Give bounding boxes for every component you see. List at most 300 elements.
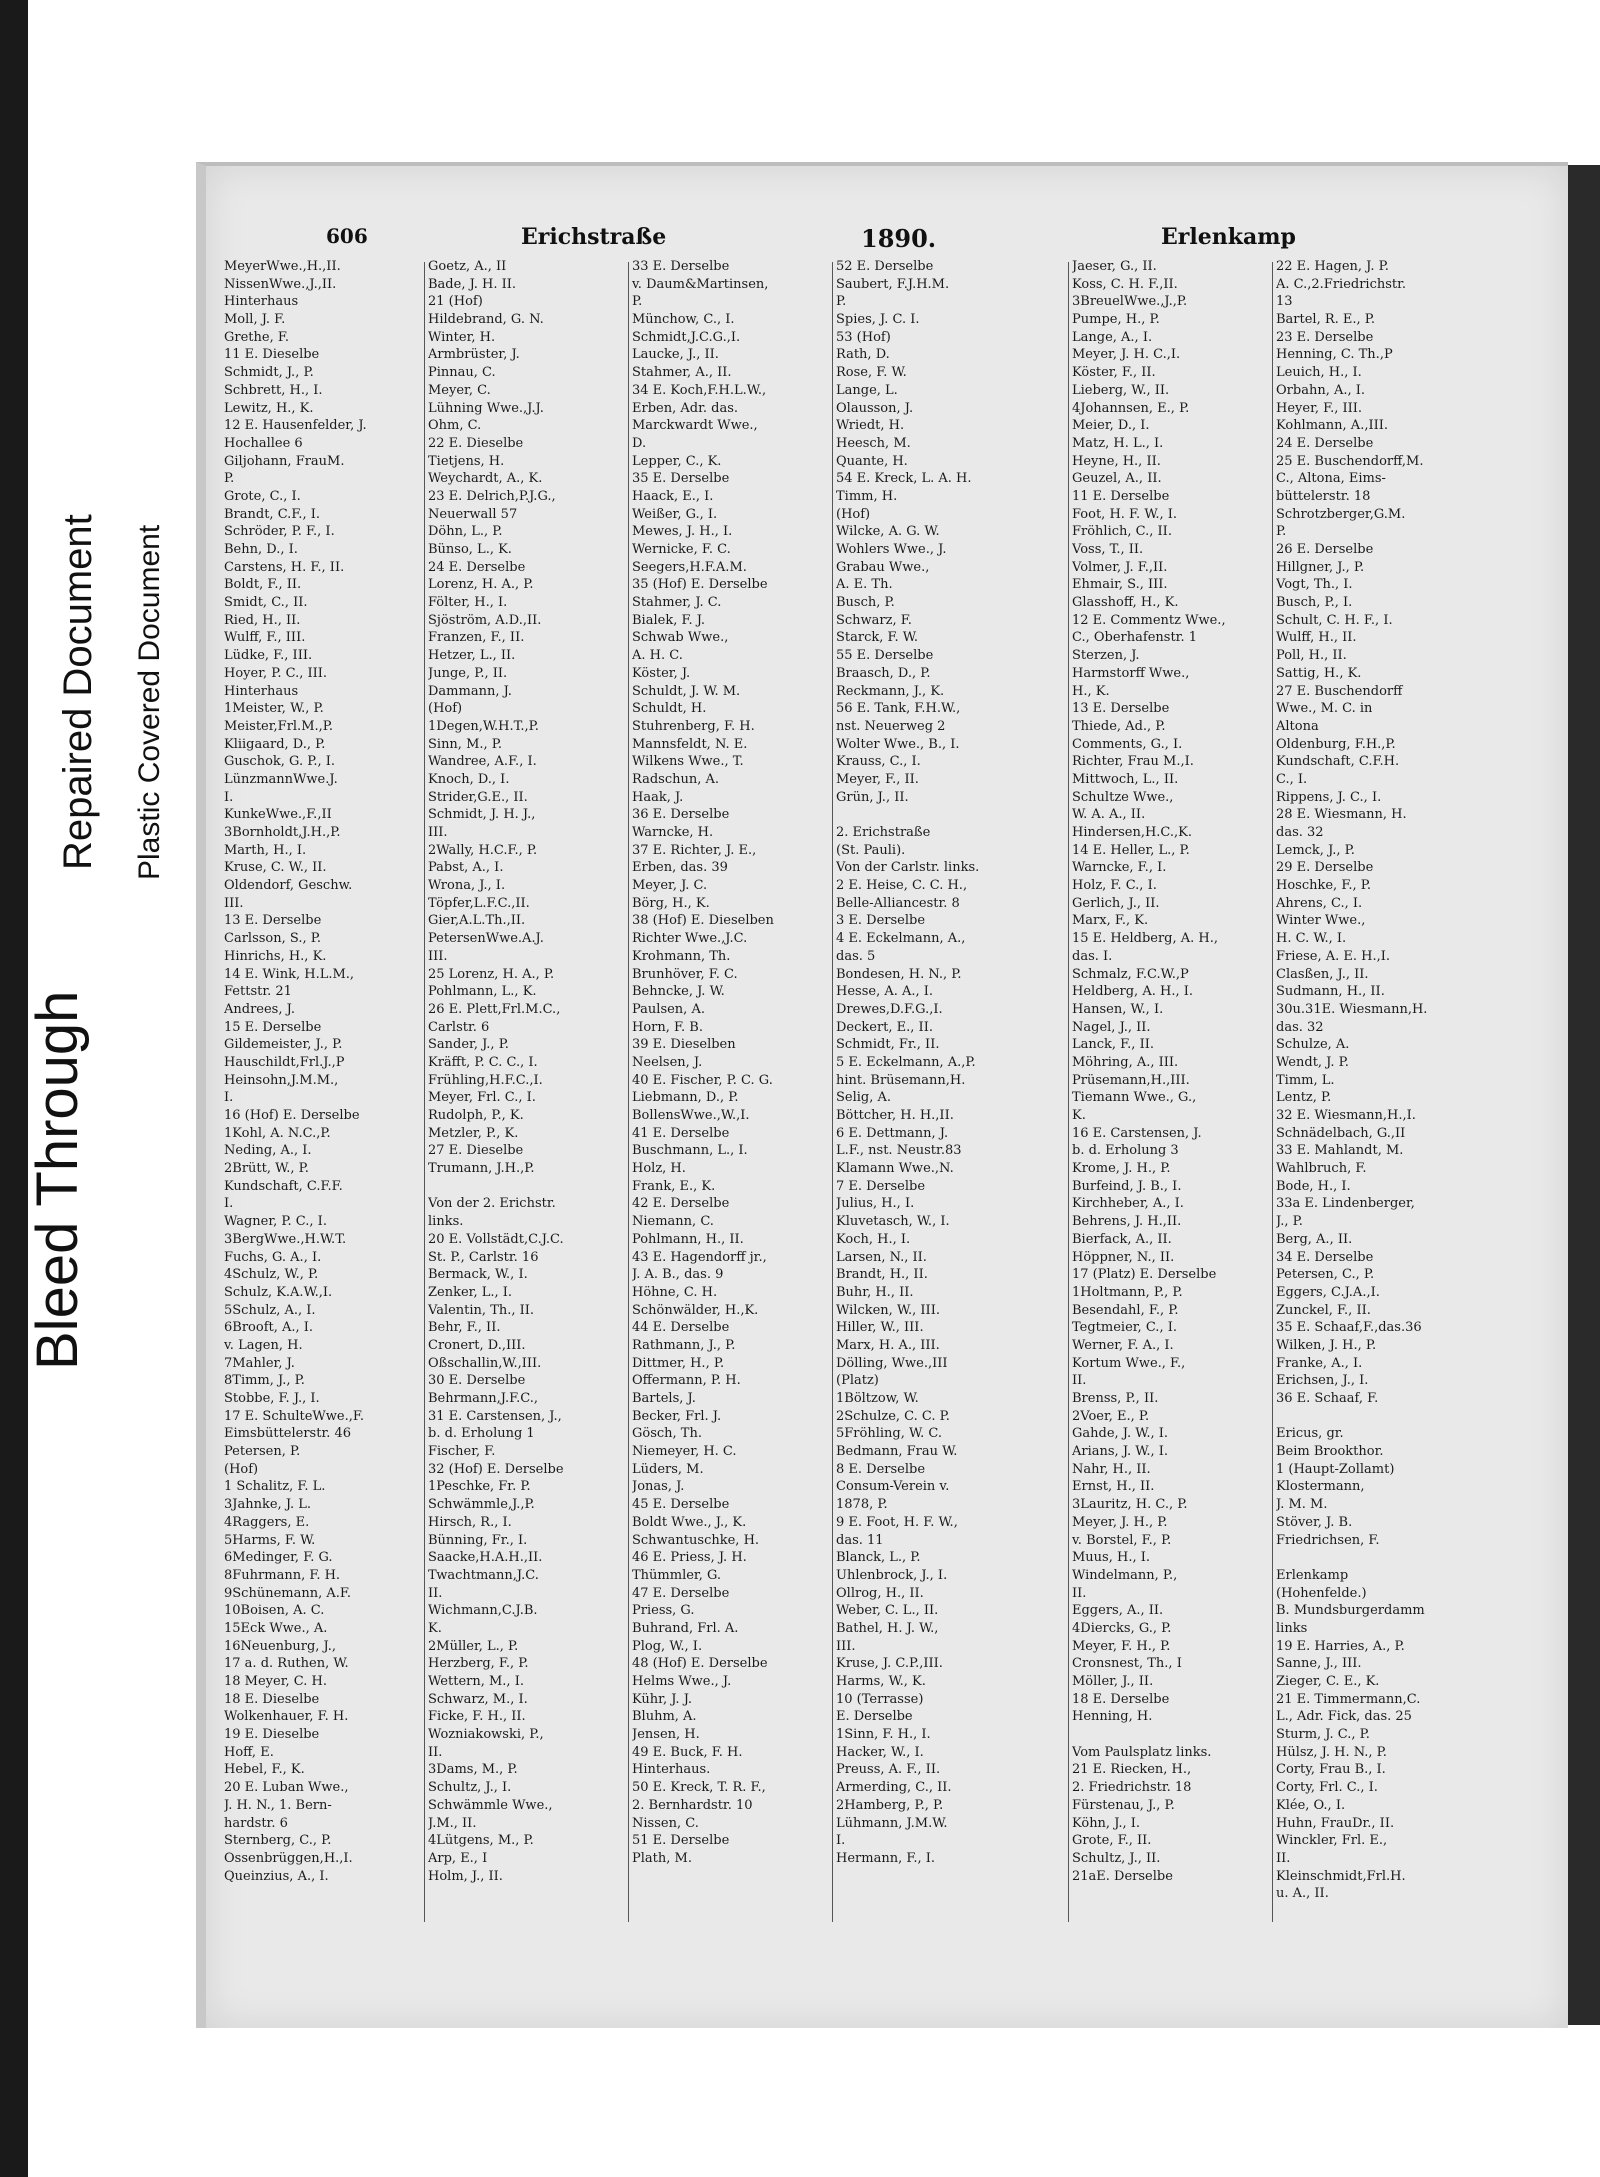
directory-entry: III. bbox=[836, 1638, 856, 1654]
directory-entry: LünzmannWwe.J. bbox=[224, 771, 338, 787]
directory-entry: Hindersen,H.C.,K. bbox=[1072, 825, 1193, 840]
directory-entry: III. bbox=[224, 895, 244, 911]
directory-entry: Geuzel, A., II. bbox=[1072, 471, 1162, 487]
directory-entry: L.F., nst. Neustr.83 bbox=[836, 1143, 962, 1159]
directory-entry: 4Lütgens, M., P. bbox=[428, 1833, 534, 1849]
directory-entry: Gier,A.L.Th.,II. bbox=[428, 913, 526, 929]
directory-entry: 9 E. Foot, H. F. W., bbox=[836, 1514, 958, 1530]
directory-entry: I. bbox=[224, 1090, 234, 1106]
directory-entry: Kluvetasch, W., I. bbox=[836, 1214, 950, 1230]
directory-entry: Erben, Adr. das. bbox=[632, 400, 738, 416]
directory-entry: 35 E. Derselbe bbox=[632, 471, 730, 487]
directory-entry: 2. Erichstraße bbox=[836, 825, 931, 840]
directory-entry: A. E. Th. bbox=[836, 577, 893, 593]
directory-entry: Erlenkamp bbox=[1276, 1567, 1349, 1583]
directory-entry: Bierfack, A., II. bbox=[1072, 1231, 1172, 1247]
directory-entry: Tiemann Wwe., G., bbox=[1072, 1090, 1197, 1106]
directory-entry: Schultz, J., I. bbox=[428, 1780, 512, 1796]
directory-column-5 bbox=[1072, 258, 1267, 1938]
directory-entry: Offermann, P. H. bbox=[632, 1373, 741, 1389]
directory-entry: Kleinschmidt,Frl.H. bbox=[1276, 1868, 1406, 1884]
directory-entry: Laucke, J., II. bbox=[632, 347, 719, 363]
directory-entry: Lemck, J., P. bbox=[1276, 842, 1355, 858]
directory-entry: Prüsemann,H.,III. bbox=[1072, 1072, 1190, 1088]
directory-entry: 5 E. Eckelmann, A.,P. bbox=[836, 1054, 976, 1070]
directory-entry: 2 E. Heise, C. C. H., bbox=[836, 878, 968, 894]
column-divider bbox=[1272, 262, 1273, 1922]
directory-entry: D. bbox=[632, 435, 647, 451]
directory-entry: 35 (Hof) E. Derselbe bbox=[632, 577, 768, 593]
directory-entry: 24 E. Derselbe bbox=[1276, 435, 1374, 451]
directory-entry: Berg, A., II. bbox=[1276, 1231, 1353, 1247]
directory-entry: Hirsch, R., I. bbox=[428, 1514, 512, 1530]
directory-entry: v. Daum&Martinsen, bbox=[632, 276, 769, 292]
directory-entry: Volmer, J. F.,II. bbox=[1072, 559, 1168, 575]
directory-entry: Behrens, J. H.,II. bbox=[1072, 1214, 1182, 1230]
directory-entry: 18 E. Derselbe bbox=[1072, 1691, 1170, 1707]
directory-entry: hint. Brüsemann,H. bbox=[836, 1072, 966, 1088]
directory-entry: 13 E. Derselbe bbox=[224, 913, 322, 929]
directory-entry: Brandt, H., II. bbox=[836, 1267, 928, 1283]
directory-entry: 54 E. Kreck, L. A. H. bbox=[836, 471, 972, 487]
directory-entry: Besendahl, F., P. bbox=[1072, 1302, 1179, 1318]
directory-entry: Schmidt,J.C.G.,I. bbox=[632, 329, 741, 345]
directory-entry: 1 (Haupt-Zollamt) bbox=[1276, 1461, 1395, 1477]
directory-entry: Buschmann, L., I. bbox=[632, 1143, 748, 1159]
directory-entry: 33 E. Mahlandt, M. bbox=[1276, 1143, 1404, 1159]
directory-entry: Ried, H., II. bbox=[224, 612, 301, 628]
directory-entry: Wilcken, W., III. bbox=[836, 1302, 940, 1318]
directory-entry: Friese, A. E. H.,I. bbox=[1276, 948, 1390, 964]
directory-entry: Twachtmann,J.C. bbox=[428, 1567, 539, 1583]
directory-entry: C., Oberhafenstr. 1 bbox=[1072, 630, 1197, 646]
directory-entry: Weychardt, A., K. bbox=[428, 471, 543, 487]
directory-entry: Ehmair, S., III. bbox=[1072, 577, 1168, 593]
directory-entry: Koss, C. H. F.,II. bbox=[1072, 276, 1178, 292]
directory-entry: 23 E. Derselbe bbox=[1276, 329, 1374, 345]
directory-entry: Matz, H. L., I. bbox=[1072, 435, 1164, 451]
directory-entry: 21aE. Derselbe bbox=[1072, 1868, 1173, 1884]
directory-entry: Dittmer, H., P. bbox=[632, 1355, 725, 1371]
directory-entry: Von der Carlstr. links. bbox=[836, 860, 980, 876]
directory-entry: 3Bornholdt,J.H.,P. bbox=[224, 825, 341, 840]
directory-entry: 4Diercks, G., P. bbox=[1072, 1620, 1172, 1636]
directory-entry: Ollrog, H., II. bbox=[836, 1585, 924, 1601]
directory-entry: Metzler, P., K. bbox=[428, 1125, 519, 1141]
directory-entry: K. bbox=[428, 1620, 442, 1636]
directory-entry: Kortum Wwe., F., bbox=[1072, 1355, 1186, 1371]
directory-entry: Selig, A. bbox=[836, 1090, 892, 1106]
directory-entry: Sudmann, H., II. bbox=[1276, 984, 1385, 1000]
directory-entry: Winter, H. bbox=[428, 329, 496, 345]
directory-entry: Koch, H., I. bbox=[836, 1231, 911, 1247]
directory-entry: Lüdke, F., III. bbox=[224, 648, 313, 664]
directory-entry: 8Timm, J., P. bbox=[224, 1373, 305, 1389]
directory-entry: das. 5 bbox=[836, 948, 876, 964]
directory-entry: Hiller, W., III. bbox=[836, 1320, 924, 1336]
directory-entry: Meyer, J. H., P. bbox=[1072, 1514, 1168, 1530]
directory-entry: Heyer, F., III. bbox=[1276, 400, 1363, 416]
directory-entry: J.M., II. bbox=[428, 1815, 477, 1831]
directory-entry: 17 E. SchulteWwe.,F. bbox=[224, 1408, 365, 1424]
directory-entry: 6Brooft, A., I. bbox=[224, 1320, 314, 1336]
directory-entry: Schultze Wwe., bbox=[1072, 789, 1174, 805]
directory-entry: III. bbox=[428, 948, 448, 964]
directory-entry: Heyne, H., II. bbox=[1072, 453, 1161, 469]
directory-entry: 4Johannsen, E., P. bbox=[1072, 400, 1190, 416]
directory-entry: A. H. C. bbox=[632, 648, 683, 664]
directory-entry: Wernicke, F. C. bbox=[632, 542, 731, 557]
directory-entry: 2Schulze, C. C. P. bbox=[836, 1408, 950, 1424]
directory-entry: Wulff, F., III. bbox=[224, 630, 306, 646]
directory-entry: Schwab Wwe., bbox=[632, 630, 729, 646]
directory-entry: Pohlmann, L., K. bbox=[428, 984, 537, 1000]
label-bleed-through: Bleed Through bbox=[25, 990, 90, 1370]
directory-entry: Neelsen, J. bbox=[632, 1054, 703, 1070]
directory-entry: I. bbox=[224, 789, 234, 805]
directory-entry: Franzen, F., II. bbox=[428, 630, 525, 646]
directory-entry: Lange, L. bbox=[836, 382, 898, 398]
directory-entry: Behn, D., I. bbox=[224, 542, 298, 557]
directory-entry: Behncke, J. W. bbox=[632, 984, 725, 1000]
directory-entry: (Hohenfelde.) bbox=[1276, 1585, 1367, 1601]
directory-entry: Grote, C., I. bbox=[224, 488, 301, 504]
directory-entry: 5Fröhling, W. C. bbox=[836, 1426, 942, 1442]
directory-entry: das. 32 bbox=[1276, 1019, 1324, 1035]
directory-entry: Bünning, Fr., I. bbox=[428, 1532, 528, 1548]
directory-entry: J. H. N., 1. Bern- bbox=[224, 1797, 332, 1813]
directory-entry: Rath, D. bbox=[836, 347, 890, 363]
directory-entry: Richter, Frau M.,I. bbox=[1072, 754, 1194, 770]
directory-entry: v. Borstel, F., P. bbox=[1072, 1532, 1172, 1548]
directory-entry: 15 E. Heldberg, A. H., bbox=[1072, 931, 1219, 947]
directory-entry: Hermann, F., I. bbox=[836, 1850, 935, 1866]
directory-entry: Heesch, M. bbox=[836, 435, 911, 451]
directory-entry: 4 E. Eckelmann, A., bbox=[836, 931, 966, 947]
directory-entry: Wozniakowski, P., bbox=[428, 1727, 544, 1743]
directory-entry: Gösch, Th. bbox=[632, 1426, 702, 1442]
directory-entry: Bondesen, H. N., P. bbox=[836, 966, 962, 982]
directory-entry: Bade, J. H. II. bbox=[428, 276, 517, 292]
directory-entry: II. bbox=[1072, 1373, 1087, 1389]
directory-entry: Meyer, C. bbox=[428, 382, 491, 398]
directory-entry: Guschok, G. P., I. bbox=[224, 754, 336, 770]
directory-entry: 24 E. Derselbe bbox=[428, 559, 526, 575]
directory-entry: Hoschke, F., P. bbox=[1276, 878, 1371, 894]
label-plastic-covered-document: Plastic Covered Document bbox=[133, 524, 166, 880]
directory-entry: Timm, L. bbox=[1276, 1072, 1335, 1088]
directory-entry: Marth, H., I. bbox=[224, 842, 307, 858]
directory-entry: Ossenbrüggen,H.,I. bbox=[224, 1850, 353, 1866]
directory-entry: 49 E. Buck, F. H. bbox=[632, 1744, 743, 1760]
directory-entry: 11 E. Derselbe bbox=[1072, 488, 1170, 504]
directory-entry: Belle-Alliancestr. 8 bbox=[836, 895, 960, 911]
directory-entry: Vogt, Th., I. bbox=[1276, 577, 1353, 593]
directory-entry: Burfeind, J. B., I. bbox=[1072, 1178, 1182, 1194]
directory-entry: Dölling, Wwe.,III bbox=[836, 1355, 948, 1371]
directory-entry: Leuich, H., I. bbox=[1276, 365, 1362, 381]
directory-entry: Wohlers Wwe., J. bbox=[836, 542, 947, 557]
directory-entry: Lewitz, H., K. bbox=[224, 400, 314, 416]
directory-entry: 1Degen,W.H.T.,P. bbox=[428, 718, 539, 734]
directory-entry: Nagel, J., II. bbox=[1072, 1019, 1151, 1035]
directory-entry: Krome, J. H., P. bbox=[1072, 1161, 1171, 1177]
directory-entry: Klostermann, bbox=[1276, 1479, 1365, 1495]
directory-entry: 15Eck Wwe., A. bbox=[224, 1620, 328, 1636]
directory-entry: 8 E. Derselbe bbox=[836, 1461, 926, 1477]
directory-entry: 14 E. Wink, H.L.M., bbox=[224, 966, 355, 982]
directory-entry: 21 E. Timmermann,C. bbox=[1276, 1691, 1421, 1707]
directory-entry: 21 (Hof) bbox=[428, 294, 483, 310]
directory-entry: Rudolph, P., K. bbox=[428, 1108, 524, 1123]
directory-entry: 13 E. Derselbe bbox=[1072, 701, 1170, 717]
directory-entry: Comments, G., I. bbox=[1072, 736, 1183, 752]
directory-entry: Wahlbruch, F. bbox=[1276, 1161, 1367, 1177]
directory-entry: Neuerwall 57 bbox=[428, 506, 518, 522]
directory-entry: PetersenWwe.A.J. bbox=[428, 931, 544, 947]
directory-entry: Lorenz, H. A., P. bbox=[428, 577, 534, 593]
directory-entry: Schwantuschke, H. bbox=[632, 1532, 760, 1548]
directory-entry: Lieberg, W., II. bbox=[1072, 382, 1170, 398]
directory-entry: 26 E. Derselbe bbox=[1276, 542, 1374, 557]
directory-entry: Hebel, F., K. bbox=[224, 1762, 305, 1778]
directory-entry: Petersen, C., P. bbox=[1276, 1267, 1375, 1283]
directory-entry: Gerlich, J., II. bbox=[1072, 895, 1160, 911]
directory-entry: Ohm, C. bbox=[428, 418, 482, 434]
directory-entry: II. bbox=[1072, 1585, 1087, 1601]
directory-column-6 bbox=[1276, 258, 1471, 1938]
directory-entry: Henning, C. Th.,P bbox=[1276, 347, 1393, 363]
directory-entry: Weber, C. L., II. bbox=[836, 1603, 939, 1619]
directory-entry: Muus, H., I. bbox=[1072, 1550, 1150, 1566]
directory-entry: 2Brütt, W., P. bbox=[224, 1161, 309, 1177]
directory-entry: 32 (Hof) E. Derselbe bbox=[428, 1461, 564, 1477]
directory-entry: 17 a. d. Ruthen, W. bbox=[224, 1656, 349, 1672]
directory-entry: Höhne, C. H. bbox=[632, 1284, 718, 1300]
directory-entry: Hauschildt,Frl.J.,P bbox=[224, 1054, 345, 1070]
directory-entry: Rippens, J. C., I. bbox=[1276, 789, 1382, 805]
directory-entry: 3BergWwe.,H.W.T. bbox=[224, 1231, 347, 1247]
directory-entry: Schrotzberger,G.M. bbox=[1276, 506, 1406, 522]
directory-entry: Frühling,H.F.C.,I. bbox=[428, 1072, 543, 1088]
directory-entry: Kruse, J. C.P.,III. bbox=[836, 1656, 943, 1672]
directory-entry: Mewes, J. H., I. bbox=[632, 524, 733, 540]
directory-entry: Schröder, P. F., I. bbox=[224, 524, 335, 540]
directory-entry: 52 E. Derselbe bbox=[836, 259, 934, 274]
directory-entry: Arians, J. W., I. bbox=[1072, 1444, 1169, 1460]
directory-entry: 55 E. Derselbe bbox=[836, 648, 934, 664]
directory-entry: Vom Paulsplatz links. bbox=[1072, 1744, 1212, 1760]
directory-entry: Sinn, M., P. bbox=[428, 736, 503, 752]
directory-entry: Erben, das. 39 bbox=[632, 860, 728, 876]
directory-entry: Klée, O., I. bbox=[1276, 1797, 1346, 1813]
directory-entry: Wichmann,C.J.B. bbox=[428, 1603, 538, 1619]
directory-entry: III. bbox=[428, 825, 448, 840]
directory-entry: 34 E. Derselbe bbox=[1276, 1249, 1374, 1265]
directory-entry: Oldendorf, Geschw. bbox=[224, 878, 353, 894]
directory-entry: Bartel, R. E., P. bbox=[1276, 312, 1376, 328]
directory-entry: Consum-Verein v. bbox=[836, 1479, 950, 1495]
directory-entry: Haack, E., I. bbox=[632, 488, 714, 504]
directory-entry: Von der 2. Erichstr. bbox=[428, 1196, 556, 1212]
directory-entry: Warncke, F., I. bbox=[1072, 860, 1167, 876]
directory-entry: Blanck, L., P. bbox=[836, 1550, 921, 1566]
directory-entry: Wilkens Wwe., T. bbox=[632, 754, 744, 770]
directory-entry: Glasshoff, H., K. bbox=[1072, 595, 1179, 611]
directory-entry: Meier, D., I. bbox=[1072, 418, 1150, 434]
directory-entry: Eggers, A., II. bbox=[1072, 1603, 1164, 1619]
directory-entry: Wilcke, A. G. W. bbox=[836, 524, 940, 540]
directory-entry: Meyer, J. C. bbox=[632, 878, 708, 894]
directory-entry: 1Holtmann, P., P. bbox=[1072, 1284, 1183, 1300]
directory-entry: Rathmann, J., P. bbox=[632, 1337, 736, 1353]
directory-entry: Gahde, J. W., I. bbox=[1072, 1426, 1169, 1442]
directory-entry: Thümmler, G. bbox=[632, 1567, 722, 1583]
directory-entry: Wolkenhauer, F. H. bbox=[224, 1709, 349, 1725]
directory-entry: Schultz, J., II. bbox=[1072, 1850, 1161, 1866]
directory-entry: Meyer, F., II. bbox=[836, 771, 919, 787]
directory-entry: Paulsen, A. bbox=[632, 1001, 705, 1017]
directory-entry: 1Meister, W., P. bbox=[224, 701, 324, 717]
directory-entry: 20 E. Vollstädt,C.J.C. bbox=[428, 1231, 564, 1247]
directory-entry: Ahrens, C., I. bbox=[1276, 895, 1363, 911]
directory-entry: 7 E. Derselbe bbox=[836, 1178, 926, 1194]
directory-entry: Fuchs, G. A., I. bbox=[224, 1249, 322, 1265]
directory-entry: Hillgner, J., P. bbox=[1276, 559, 1365, 575]
directory-entry: Horn, F. B. bbox=[632, 1019, 703, 1035]
directory-entry: das. I. bbox=[1072, 948, 1113, 964]
directory-entry: Schmidt, Fr., II. bbox=[836, 1037, 940, 1053]
directory-entry: P. bbox=[632, 294, 643, 310]
directory-entry: Hesse, A. A., I. bbox=[836, 984, 934, 1000]
directory-entry: 2Hamberg, P., P. bbox=[836, 1797, 944, 1813]
directory-entry: Timm, H. bbox=[836, 488, 898, 504]
directory-entry: Moll, J. F. bbox=[224, 312, 286, 328]
directory-entry: 3BreuelWwe.,J.,P. bbox=[1072, 294, 1188, 310]
directory-entry: 50 E. Kreck, T. R. F., bbox=[632, 1780, 766, 1796]
directory-entry: Kundschaft, C.F.H. bbox=[1276, 754, 1400, 770]
directory-entry: Becker, Frl. J. bbox=[632, 1408, 722, 1424]
directory-entry: Cronsnest, Th., I bbox=[1072, 1656, 1182, 1672]
directory-entry: Wolter Wwe., B., I. bbox=[836, 736, 960, 752]
directory-entry: Wilken, J. H., P. bbox=[1276, 1337, 1377, 1353]
directory-entry: Busch, P., I. bbox=[1276, 595, 1353, 611]
directory-entry: Smidt, C., II. bbox=[224, 595, 308, 611]
directory-entry: (Hof) bbox=[224, 1461, 259, 1477]
directory-entry: Schulze, A. bbox=[1276, 1037, 1350, 1053]
directory-entry: Corty, Frl. C., I. bbox=[1276, 1780, 1378, 1796]
directory-entry: Schbrett, H., I. bbox=[224, 382, 323, 398]
directory-entry: Schmidt, J. H. J., bbox=[428, 807, 536, 823]
directory-entry: St. P., Carlstr. 16 bbox=[428, 1249, 539, 1265]
directory-entry: Hoyer, P. C., III. bbox=[224, 665, 328, 681]
directory-entry: Huhn, FrauDr., II. bbox=[1276, 1815, 1395, 1831]
directory-entry: Hansen, W., I. bbox=[1072, 1001, 1164, 1017]
directory-entry: Köster, F., II. bbox=[1072, 365, 1156, 381]
directory-entry: Krohmann, Th. bbox=[632, 948, 731, 964]
directory-entry: Lühning Wwe.,J.J. bbox=[428, 400, 544, 416]
directory-entry: 37 E. Richter, J. E., bbox=[632, 842, 757, 858]
directory-entry: E. Derselbe bbox=[836, 1709, 913, 1725]
directory-entry: Carlstr. 6 bbox=[428, 1019, 490, 1035]
directory-entry: 21 E. Riecken, H., bbox=[1072, 1762, 1192, 1778]
directory-entry: Uhlenbrock, J., I. bbox=[836, 1567, 948, 1583]
directory-entry: hardstr. 6 bbox=[224, 1815, 288, 1831]
directory-entry: Plog, W., I. bbox=[632, 1638, 703, 1654]
directory-entry: P. bbox=[224, 471, 235, 487]
directory-entry: Lange, A., I. bbox=[1072, 329, 1153, 345]
directory-entry: J. M. M. bbox=[1276, 1497, 1328, 1513]
directory-entry: Krauss, C., I. bbox=[836, 754, 921, 770]
directory-entry: KunkeWwe.,F.,II bbox=[224, 807, 332, 823]
directory-entry: Schnädelbach, G.,II bbox=[1276, 1125, 1406, 1141]
directory-entry: Brenss, P., II. bbox=[1072, 1391, 1159, 1406]
directory-entry: Herzberg, F., P. bbox=[428, 1656, 529, 1672]
directory-entry: Seegers,H.F.A.M. bbox=[632, 559, 747, 575]
directory-entry: Köhn, J., I. bbox=[1072, 1815, 1141, 1831]
directory-entry: Brandt, C.F., I. bbox=[224, 506, 320, 522]
directory-entry: Wrona, J., I. bbox=[428, 878, 506, 894]
directory-entry: Tietjens, H. bbox=[428, 453, 505, 469]
directory-entry: 38 (Hof) E. Dieselben bbox=[632, 913, 774, 929]
directory-entry: C., I. bbox=[1276, 771, 1308, 787]
directory-entry: Stobbe, F. J., I. bbox=[224, 1391, 320, 1406]
directory-entry: Stöver, J. B. bbox=[1276, 1514, 1353, 1530]
directory-entry: Kühr, J. J. bbox=[632, 1691, 693, 1707]
directory-entry: Pinnau, C. bbox=[428, 365, 496, 381]
directory-entry: Sjöström, A.D.,II. bbox=[428, 612, 542, 628]
directory-entry: Münchow, C., I. bbox=[632, 312, 735, 328]
directory-entry: Börg, H., K. bbox=[632, 895, 710, 911]
directory-entry: Mittwoch, L., II. bbox=[1072, 771, 1179, 787]
directory-entry: Saubert, F.J.H.M. bbox=[836, 276, 950, 292]
directory-entry: Mannsfeldt, N. E. bbox=[632, 736, 748, 752]
directory-entry: 1 Schalitz, F. L. bbox=[224, 1479, 326, 1495]
directory-entry: Franke, A., I. bbox=[1276, 1355, 1363, 1371]
directory-entry: Schult, C. H. F., I. bbox=[1276, 612, 1393, 628]
directory-entry: Kräfft, P. C. C., I. bbox=[428, 1054, 538, 1070]
directory-entry: (Hof) bbox=[428, 701, 463, 717]
directory-entry: 8Fuhrmann, F. H. bbox=[224, 1567, 341, 1583]
directory-entry: v. Lagen, H. bbox=[224, 1337, 303, 1353]
directory-entry: Braasch, D., P. bbox=[836, 665, 931, 681]
directory-entry: Bode, H., I. bbox=[1276, 1178, 1351, 1194]
directory-entry: Behrmann,J.F.C., bbox=[428, 1391, 538, 1406]
directory-entry: Werner, F. A., I. bbox=[1072, 1337, 1174, 1353]
directory-entry: Behr, F., II. bbox=[428, 1320, 501, 1336]
directory-entry: Niemeyer, H. C. bbox=[632, 1444, 737, 1460]
directory-entry: Zieger, C. E., K. bbox=[1276, 1674, 1380, 1689]
directory-entry: 11 E. Dieselbe bbox=[224, 347, 320, 363]
directory-entry: links bbox=[1276, 1620, 1308, 1636]
page-header-year: 1890. bbox=[861, 224, 937, 253]
directory-entry: Wulff, H., II. bbox=[1276, 630, 1357, 646]
directory-entry: Wwe., M. C. in bbox=[1276, 701, 1373, 717]
directory-entry: I. bbox=[836, 1833, 846, 1849]
directory-entry: 2. Friedrichstr. 18 bbox=[1072, 1780, 1192, 1796]
directory-page bbox=[196, 162, 1568, 2028]
directory-entry: 40 E. Fischer, P. C. G. bbox=[632, 1072, 773, 1088]
column-divider bbox=[1068, 262, 1069, 1922]
directory-entry: 1Kohl, A. N.C.,P. bbox=[224, 1125, 331, 1141]
directory-entry: Lepper, C., K. bbox=[632, 453, 722, 469]
directory-entry: das. 11 bbox=[836, 1532, 884, 1548]
directory-entry: Holm, J., II. bbox=[428, 1868, 503, 1884]
directory-entry: Nissen, C. bbox=[632, 1815, 699, 1831]
directory-entry: 31 E. Carstensen, J., bbox=[428, 1408, 562, 1424]
directory-entry: (Hof) bbox=[836, 506, 871, 522]
directory-entry: Pumpe, H., P. bbox=[1072, 312, 1160, 328]
